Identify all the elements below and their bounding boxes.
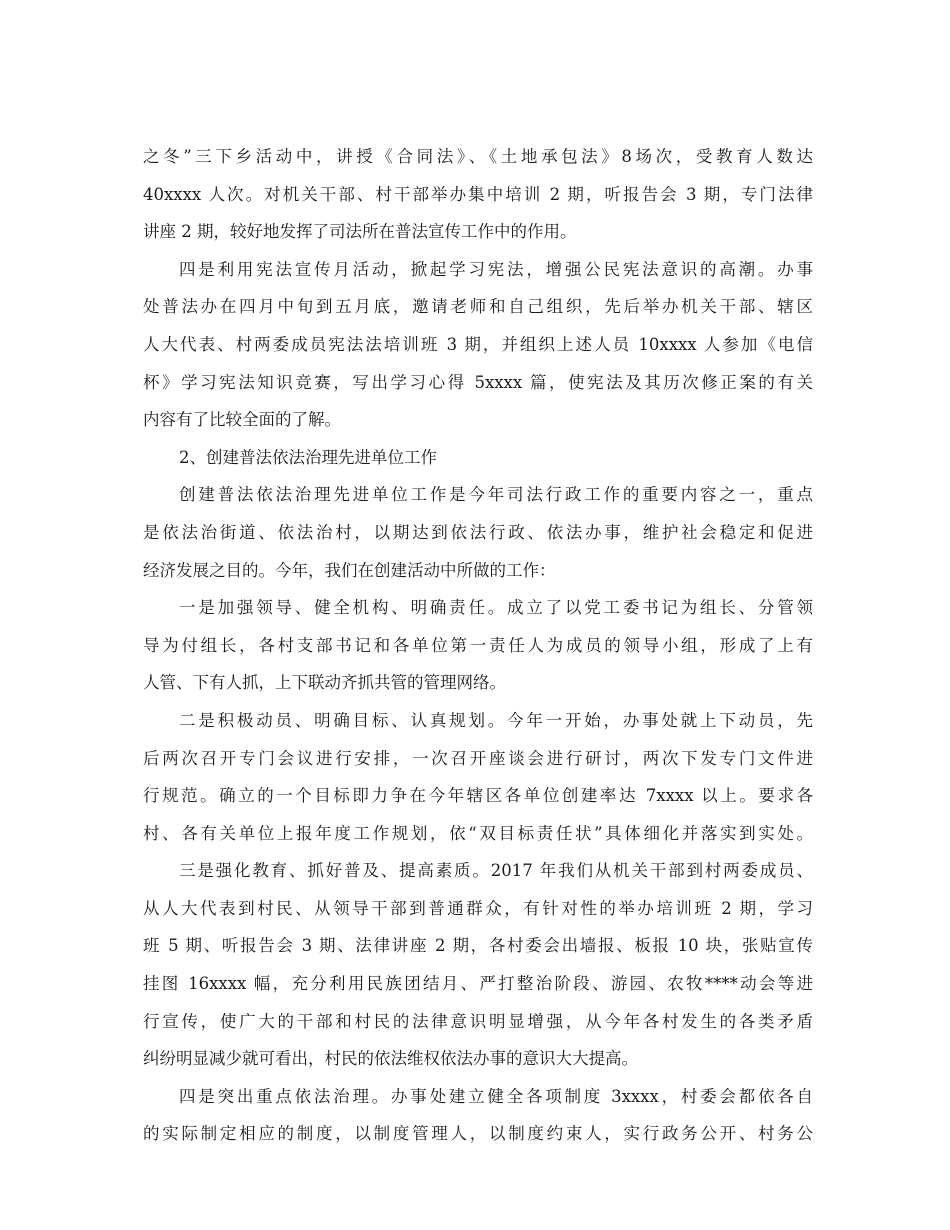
text-line: 讲座 2 期，较好地发挥了司法所在普法宣传工作中的作用。 [143, 222, 577, 242]
text-line: 人管、下有人抓，上下联动齐抓共管的管理网络。 [143, 673, 506, 693]
text-line: 从人大代表到村民、从领导干部到普通群众，有针对性的举办培训班 2 期，学习 [143, 898, 813, 918]
text-line: 是依法治街道、依法治村，以期达到依法行政、依法办事，维护社会稳定和促进 [143, 522, 813, 542]
text-line: 的实际制定相应的制度，以制度管理人，以制度约束人，实行政务公开、村务公 [143, 1124, 813, 1144]
text-line: 一是加强领导、健全机构、明确责任。成立了以党工委书记为组长、分管领 [179, 598, 813, 618]
text-line: 导为付组长，各村支部书记和各单位第一责任人为成员的领导小组，形成了上有 [143, 635, 813, 655]
text-line: 人大代表、村两委成员宪法法培训班 3 期，并组织上述人员 10xxxx 人参加《电信 [143, 334, 813, 354]
document-body [143, 138, 813, 1153]
text-line: 班 5 期、听报告会 3 期、法律讲座 2 期，各村委会出墙报、板报 10 块，张贴宣传 [143, 936, 813, 956]
text-line: 四是利用宪法宣传月活动，掀起学习宪法，增强公民宪法意识的高潮。办事 [179, 259, 813, 279]
text-line: 三是强化教育、抓好普及、提高素质。2017 年我们从机关干部到村两委成员、 [179, 861, 813, 881]
text-line: 创建普法依法治理先进单位工作是今年司法行政工作的重要内容之一，重点 [179, 485, 813, 505]
text-line: 内容有了比较全面的了解。 [143, 410, 341, 430]
text-line: 四是突出重点依法治理。办事处建立健全各项制度 3xxxx，村委会都依各自 [179, 1086, 813, 1106]
text-line: 之冬”三下乡活动中，讲授《合同法》、《土地承包法》8场次，受教育人数达 [143, 147, 813, 166]
text-line: 经济发展之目的。今年，我们在创建活动中所做的工作： [143, 560, 556, 580]
text-line: 行规范。确立的一个目标即力争在今年辖区各单位创建率达 7xxxx 以上。要求各 [143, 786, 813, 806]
text-line: 村、各有关单位上报年度工作规划，依“双目标责任状”具体细化并落实到实处。 [143, 823, 813, 843]
text-line: 处普法办在四月中旬到五月底，邀请老师和自己组织，先后举办机关干部、辖区 [143, 297, 813, 317]
text-line: 纠纷明显减少就可看出，村民的依法维权依法办事的意识大大提高。 [143, 1049, 638, 1069]
text-line: 二是积极动员、明确目标、认真规划。今年一开始，办事处就上下动员，先 [179, 710, 813, 730]
text-line: 40xxxx 人次。对机关干部、村干部举办集中培训 2 期，听报告会 3 期，专门法律 [143, 184, 813, 204]
text-line: 杯》学习宪法知识竞赛，写出学习心得 5xxxx 篇，使宪法及其历次修正案的有关 [143, 372, 813, 392]
text-line: 行宣传，使广大的干部和村民的法律意识明显增强，从今年各村发生的各类矛盾 [143, 1011, 813, 1031]
text-line: 2、创建普法依法治理先进单位工作 [179, 447, 437, 467]
text-line: 后两次召开专门会议进行安排，一次召开座谈会进行研讨，两次下发专门文件进 [143, 748, 813, 768]
text-line: 挂图 16xxxx 幅，充分利用民族团结月、严打整治阶段、游园、农牧****动会等进 [143, 974, 813, 994]
